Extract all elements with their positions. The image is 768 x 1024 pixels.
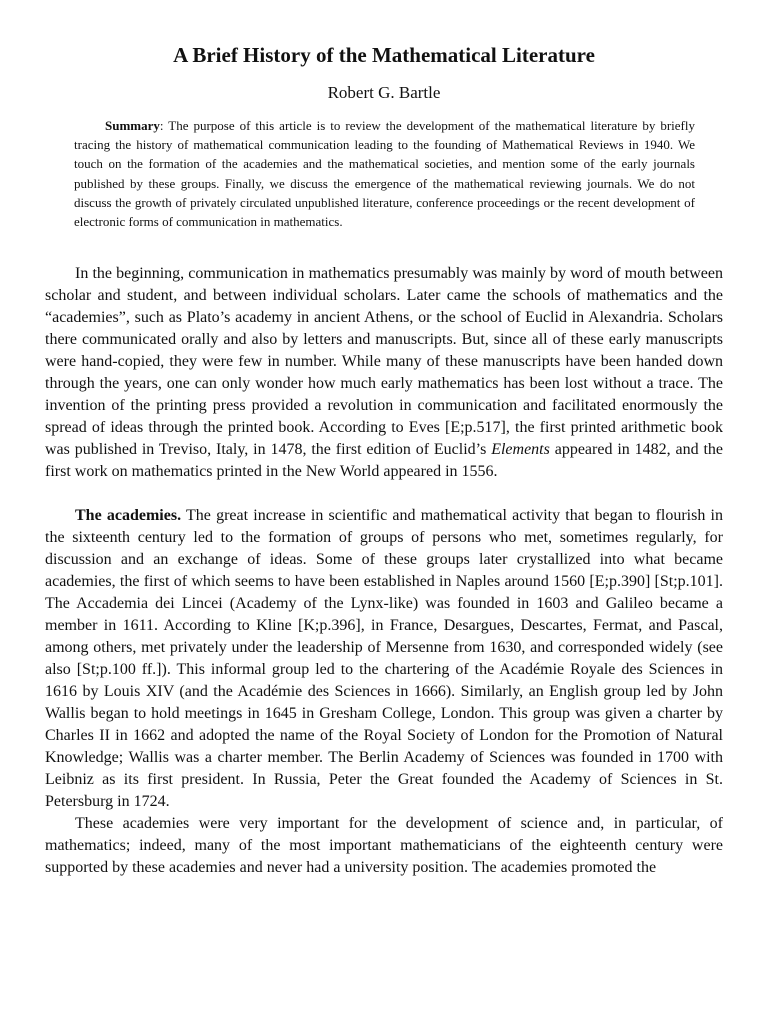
paragraph-academies-importance: These academies were very important for the development of science and, in particular, of mathematics; indeed, many of the most important mathematicians of the eighteenth century were supported by these academies and never had a university position. The academies promoted the xyxy=(45,815,723,877)
article-title: A Brief History of the Mathematical Literature xyxy=(173,43,595,67)
paragraph-academies xyxy=(45,505,723,813)
summary-text: : The purpose of this article is to review the development of the mathematical literature by briefly tracing the history of mathematical communication leading to the founding of Mathematical Reviews in 1940. We touch on the formation of the academies and the mathematical societies, and mention some of the early journals published by these groups. Finally, we discuss the emergence of the mathematical reviewing journals. We do not discuss the growth of privately circulated unpublished literature, conference proceedings or the recent development of electronic forms of communication in mathematics. xyxy=(74,118,695,230)
paragraph-intro-text-end: appeared in 1482, and the first work on mathematics printed in the New World appeared in 1556. xyxy=(45,441,724,481)
section-heading-academies: The academies. xyxy=(75,507,182,525)
paragraph-intro-text-start: In the beginning, communication in mathematics presumably was mainly by word of mouth between scholar and student, and between individual scholars. Later came the schools of mathematics and the “academies”, such as Plato’s academy in ancient Athens, or the school of Euclid in Alexandria. Scholars there communicated orally and also by letters and manuscripts. But, since all of these early manuscripts were hand-copied, they were few in number. While many of these manuscripts have been handed down through the years, one can only wonder how much early mathematics has been lost without a trace. The invention of the printing press provided a revolution in communication and facilitated enormously the spread of ideas through the printed book. According to Eves [E;p.517], the first printed arithmetic book was published in Treviso, Italy, in 1478, the first edition of Euclid’s xyxy=(45,265,723,459)
author-name: Robert G. Bartle xyxy=(327,83,441,102)
article-body xyxy=(45,263,723,879)
paragraph-academies-text: The great increase in scientific and mathematical activity that began to flourish in the sixteenth century led to the formation of groups of persons who met, sometimes regularly, for discussion and an exchange of ideas. Some of these groups later crystallized into what became academies, the first of which seems to have been established in Naples around 1560 [E;p.390] [St;p.101]. The Accademia dei Lincei (Academy of the Lynx-like) was founded in 1603 and Galileo became a member in 1611. According to Kline [K;p.396], in France, Desargues, Descartes, Fermat, and Pascal, among others, met privately under the leadership of Mersenne from 1630, and corresponded widely (see also [St;p.100 ff.]). This informal group led to the chartering of the Académie Royale des Sciences in 1616 by Louis XIV (and the Académie des Sciences in 1666). Similarly, an English group led by John Wallis began to hold meetings in 1645 in Gresham College, London. This group was given a charter by Charles II in 1662 and adopted the name of the Royal Society of London for the Promotion of Natural Knowledge; Wallis was a charter member. The Berlin Academy of Sciences was founded in 1700 with Leibniz as its first president. In Russia, Peter the Great founded the Academy of Sciences in St. Petersburg in 1724. xyxy=(45,507,724,811)
paragraph-intro xyxy=(45,263,723,483)
elements-title-italic: Elements xyxy=(491,441,550,459)
summary-label: Summary xyxy=(105,118,160,133)
summary-block xyxy=(74,116,695,231)
